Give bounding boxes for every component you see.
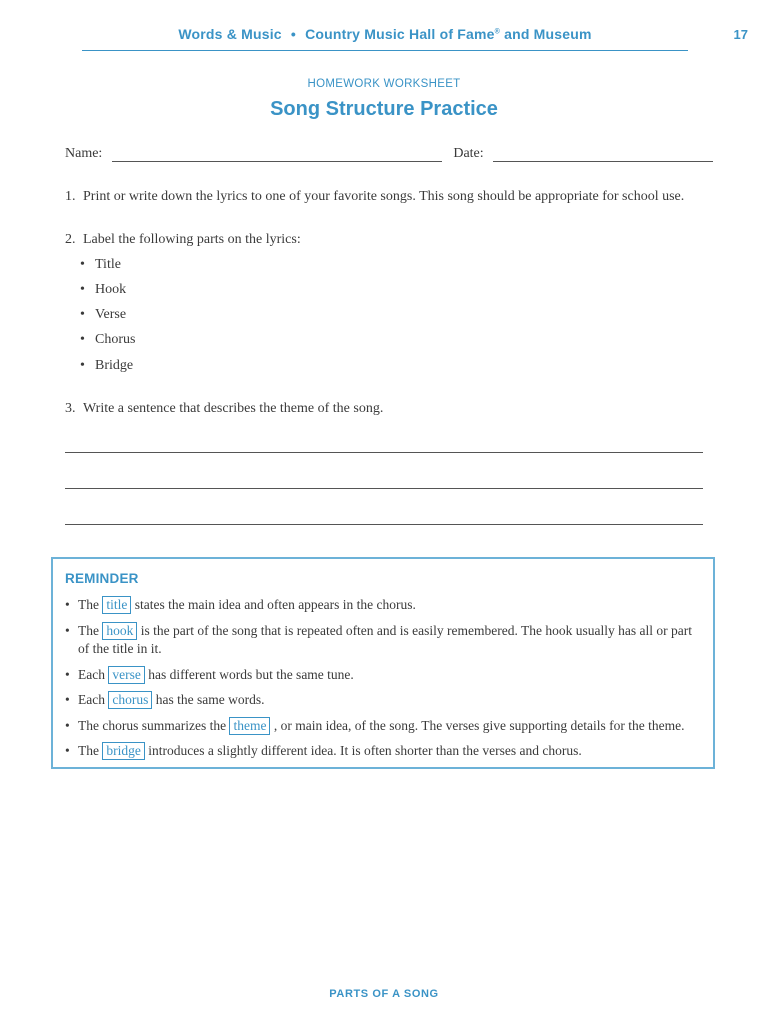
- reminder-text-after: is the part of the song that is repeated often and is easily remembered. The hook usually has all or part: [137, 623, 692, 638]
- question-text: Write a sentence that describes the theme of the song.: [83, 401, 384, 416]
- answer-line-1[interactable]: [65, 452, 703, 453]
- reminder-item: • The title states the main idea and often appears in the chorus.: [65, 597, 416, 612]
- part-label-title: Title: [95, 257, 121, 272]
- reminder-item: • The bridge introduces a slightly different idea. It is often shorter than the verses and chorus.: [65, 743, 582, 758]
- reminder-heading: REMINDER: [65, 571, 139, 586]
- list-item: • Bridge: [80, 358, 134, 373]
- header-separator: •: [290, 26, 296, 42]
- reminder-text-before: The: [78, 743, 103, 758]
- reminder-text-after: has the same words.: [152, 692, 265, 707]
- header-title-part2: Country Music Hall of Fame: [305, 26, 495, 42]
- worksheet-kicker: HOMEWORK WORKSHEET: [307, 77, 461, 91]
- page-number: 17: [733, 27, 748, 42]
- reminder-item: • The chorus summarizes the theme , or main idea, of the song. The verses give supporting details for the theme.: [65, 718, 685, 733]
- date-label: Date:: [453, 146, 484, 161]
- answer-line-3[interactable]: [65, 524, 703, 525]
- keyword-theme: theme: [229, 717, 270, 735]
- question-number: 1.: [65, 189, 76, 204]
- keyword-verse: verse: [108, 666, 144, 684]
- name-label: Name:: [65, 146, 103, 161]
- registered-mark: ®: [494, 28, 501, 36]
- reminder-text-before: The chorus summarizes the: [78, 718, 230, 733]
- part-label-bridge: Bridge: [95, 358, 134, 373]
- part-label-verse: Verse: [95, 307, 127, 322]
- header-rule: [82, 50, 688, 51]
- reminder-continuation: of the title in it.: [78, 641, 162, 656]
- reminder-item: • Each verse has different words but the same tune.: [65, 667, 354, 682]
- question-number: 2.: [65, 232, 76, 247]
- reminder-text-before: Each: [78, 692, 109, 707]
- name-date-row: [65, 146, 713, 162]
- question-2: [65, 232, 301, 248]
- reminder-item: • The hook is the part of the song that is repeated often and is easily remembered. The hook usually has all or part of the title in it.: [65, 622, 705, 658]
- keyword-title: title: [102, 596, 131, 614]
- keyword-chorus: chorus: [108, 691, 152, 709]
- reminder-item: • Each chorus has the same words.: [65, 692, 265, 707]
- part-label-chorus: Chorus: [95, 332, 136, 347]
- question-1: [65, 189, 684, 205]
- running-header: [82, 26, 688, 42]
- list-item: • Verse: [80, 307, 127, 322]
- reminder-text-after: has different words but the same tune.: [144, 667, 354, 682]
- header-title-part3: and Museum: [500, 26, 592, 42]
- footer-section-title: PARTS OF A SONG: [329, 988, 439, 1000]
- list-item: • Chorus: [80, 332, 136, 347]
- keyword-bridge: bridge: [102, 742, 145, 760]
- reminder-text-after: states the main idea and often appears in the chorus.: [131, 597, 416, 612]
- reminder-text-after: , or main idea, of the song. The verses give supporting details for the theme.: [270, 718, 685, 733]
- list-item: • Title: [80, 257, 121, 272]
- date-field[interactable]: [493, 147, 713, 162]
- reminder-text-before: Each: [78, 667, 109, 682]
- reminder-text-before: The: [78, 623, 103, 638]
- keyword-hook: hook: [102, 622, 137, 640]
- question-number: 3.: [65, 401, 76, 416]
- page-title: Song Structure Practice: [270, 98, 498, 120]
- reminder-box: [51, 557, 715, 769]
- name-field[interactable]: [112, 147, 442, 162]
- header-title-part1: Words & Music: [178, 26, 282, 42]
- reminder-text-after: introduces a slightly different idea. It is often shorter than the verses and chorus.: [144, 743, 582, 758]
- question-text: Label the following parts on the lyrics:: [83, 232, 301, 247]
- reminder-text-before: The: [78, 597, 103, 612]
- part-label-hook: Hook: [95, 282, 127, 297]
- question-3: [65, 401, 383, 417]
- list-item: • Hook: [80, 282, 127, 297]
- answer-line-2[interactable]: [65, 488, 703, 489]
- question-text: Print or write down the lyrics to one of your favorite songs. This song should be appropriate for school use.: [83, 189, 685, 204]
